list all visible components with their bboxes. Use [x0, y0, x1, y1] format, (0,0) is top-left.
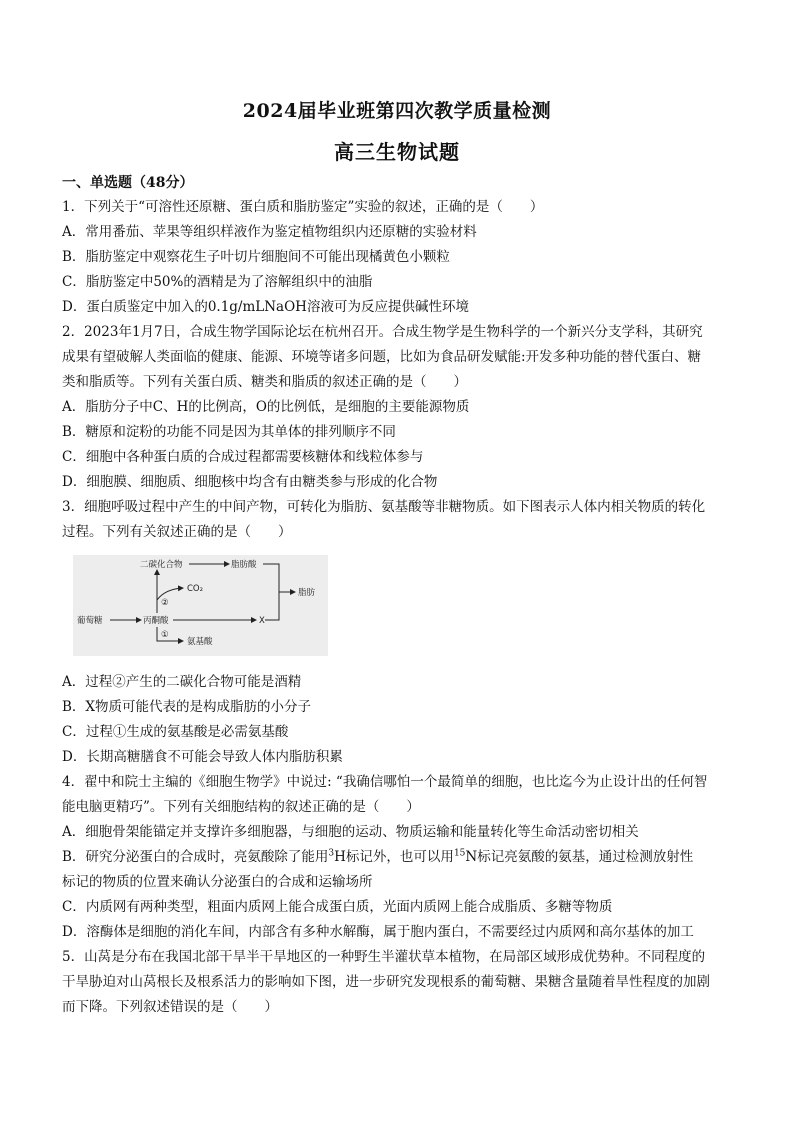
q4-option-a: A．细胞骨架能锚定并支撑许多细胞器，与细胞的运动、物质运输和能量转化等生命活动密切相关 [62, 824, 639, 840]
q5-stem-line-1: 5．山莴是分布在我国北部干旱半干旱地区的一种野生半灌状草本植物，在局部区域形成优势种。不同程度的 [62, 949, 706, 965]
q2-stem-line-1: 2．2023年1月7日，合成生物学国际论坛在杭州召开。合成生物学是生物科学的一个新兴分支学科，其研究 [62, 324, 703, 340]
label-fatty-acid: 脂肪酸 [231, 560, 257, 570]
label-amino-acid: 氨基酸 [187, 637, 213, 647]
q3-stem-line-1: 3．细胞呼吸过程中产生的中间产物，可转化为脂肪、氨基酸等非糖物质。如下图表示人体内相关物质的转化 [62, 499, 706, 515]
q3-stem-line-2: 过程。下列有关叙述正确的是（ ） [62, 524, 292, 540]
q1-option-d: D．蛋白质鉴定中加入的0.1g/mLNaOH溶液可为反应提供碱性环境 [62, 299, 469, 315]
q5-stem-line-2: 干旱胁迫对山莴根长及根系活力的影响如下图，进一步研究发现根系的葡萄糖、果糖含量随着旱性程度的加剧 [62, 974, 710, 990]
label-x: X [259, 616, 265, 626]
q2-stem-line-2: 成果有望破解人类面临的健康、能源、环境等诸多问题，比如为食品研发赋能:开发多种功能的替代蛋白、糖 [62, 349, 702, 365]
q3-option-c: C．过程①生成的氨基酸是必需氨基酸 [62, 724, 289, 740]
label-pyruvate: 丙酮酸 [143, 616, 169, 626]
q4-stem-line-2: 能电脑更精巧”。下列有关细胞结构的叙述正确的是（ ） [62, 799, 420, 815]
q1-stem: 1．下列关于“可溶性还原糖、蛋白质和脂肪鉴定”实验的叙述，正确的是（ ） [62, 199, 544, 215]
label-step-1: ① [161, 630, 169, 640]
label-two-carbon: 二碳化合物 [140, 560, 183, 570]
q3-option-d: D．长期高糖膳食不可能会导致人体内脂肪积累 [62, 749, 343, 765]
label-co2: CO₂ [187, 584, 204, 594]
exam-subtitle: 高三生物试题 [334, 140, 460, 164]
q2-option-c: C．细胞中各种蛋白质的合成过程都需要核糖体和线粒体参与 [62, 449, 424, 465]
q4-stem-line-1: 4．翟中和院士主编的《细胞生物学》中说过: “我确信哪怕一个最简单的细胞，也比迄今为止设计出的任何智 [62, 774, 708, 790]
bracket-fat [263, 564, 279, 620]
q4-option-b-pre: B．研究分泌蛋白的合成时，亮氨酸除了能用 [62, 849, 329, 865]
q4-option-b-post: N标记亮氨酸的氨基，通过检测放射性 [465, 849, 694, 865]
q4-option-c: C．内质网有两种类型，粗面内质网上能合成蛋白质，光面内质网上能合成脂质、多糖等物质 [62, 899, 613, 915]
q2-stem-line-3: 类和脂质等。下列有关蛋白质、糖类和脂质的叙述正确的是（ ） [62, 374, 467, 390]
exam-title: 2024届毕业班第四次教学质量检测 [242, 100, 552, 122]
q4-option-b [62, 847, 734, 867]
q1-option-c: C．脂肪鉴定中50%的酒精是为了溶解组织中的油脂 [62, 274, 373, 290]
nitrogen-mass-number: 15 [453, 848, 466, 859]
metabolism-diagram [73, 555, 328, 656]
q2-option-d: D．细胞膜、细胞质、细胞核中均含有由糖类参与形成的化合物 [62, 474, 438, 490]
label-step-2: ② [161, 598, 169, 608]
q1-option-a: A．常用番茄、苹果等组织样液作为鉴定植物组织内还原糖的实验材料 [62, 224, 477, 240]
q4-option-d: D．溶酶体是细胞的消化车间，内部含有多种水解酶，属于胞内蛋白，不需要经过内质网和高尔基体的加工 [62, 924, 694, 940]
q3-option-b: B．X物质可能代表的是构成脂肪的小分子 [62, 699, 312, 715]
q1-option-b: B．脂肪鉴定中观察花生子叶切片细胞间不可能出现橘黄色小颗粒 [62, 249, 450, 265]
q2-option-b: B．糖原和淀粉的功能不同是因为其单体的排列顺序不同 [62, 424, 396, 440]
metabolism-diagram-svg [73, 555, 328, 656]
q2-option-a: A．脂肪分子中C、H的比例高，O的比例低，是细胞的主要能源物质 [62, 399, 470, 415]
label-glucose: 葡萄糖 [77, 616, 103, 626]
q5-stem-line-3: 而下降。下列叙述错误的是（ ） [62, 999, 278, 1015]
section-heading: 一、单选题（48分） [62, 175, 194, 191]
tritium-mass-number: 3 [328, 848, 335, 859]
q4-option-b-cont: 标记的物质的位置来确认分泌蛋白的合成和运输场所 [62, 874, 373, 890]
label-fat: 脂肪 [298, 588, 316, 598]
q4-option-b-mid: H标记外，也可以用 [334, 849, 454, 865]
q3-option-a: A．过程②产生的二碳化合物可能是酒精 [62, 674, 302, 690]
